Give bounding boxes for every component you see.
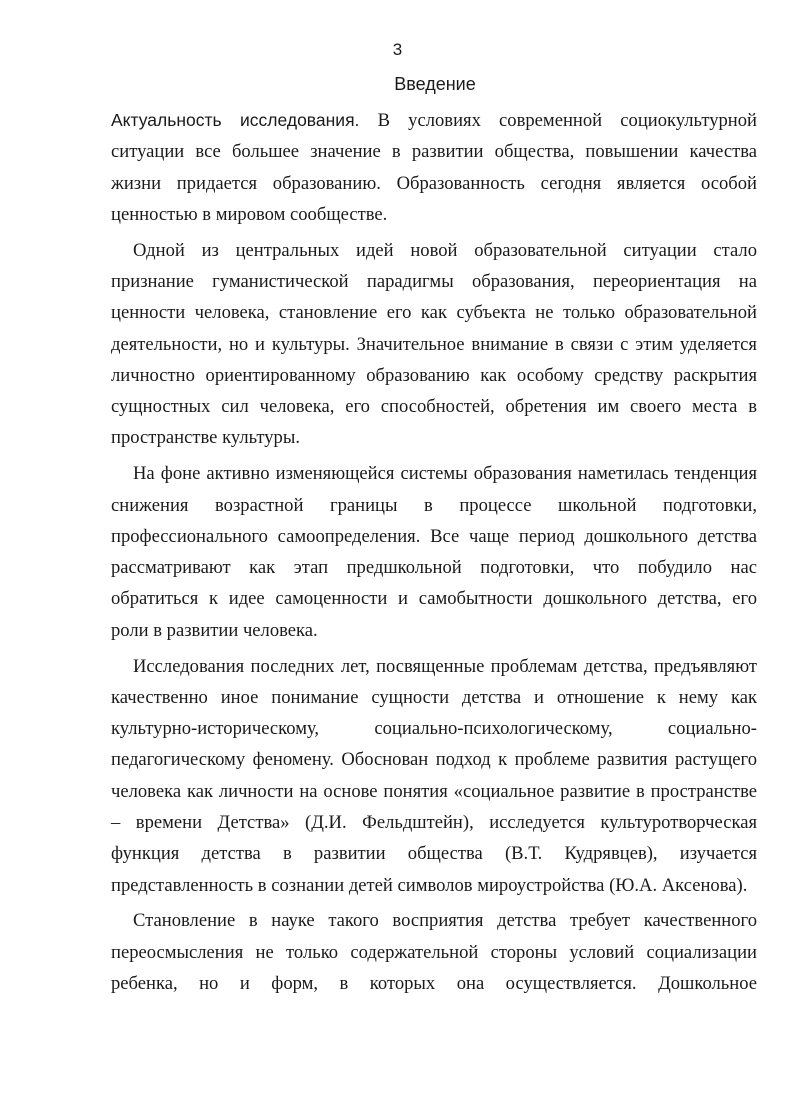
paragraph-line: Одной из центральных идей новой образовательной ситуации стало	[133, 239, 757, 261]
paragraph-line: культурно-историческому, социально-психологическому, социально-	[111, 718, 757, 740]
paragraph-line: снижения возрастной границы в процессе школьной подготовки,	[111, 494, 757, 516]
paragraph-line: переосмысления не только содержательной стороны условий социализации	[111, 941, 757, 963]
paragraph-line: роли в развитии человека.	[111, 619, 318, 641]
paragraph-research	[111, 651, 757, 901]
paragraph-relevance	[111, 105, 757, 230]
paragraph-line: ценности человека, становление его как субъекта не только образовательной	[111, 302, 757, 324]
paragraph-line: профессионального самоопределения. Все чаще период дошкольного детства	[111, 525, 757, 547]
paragraph-line: признание гуманистической парадигмы образования, переориентация на	[111, 270, 757, 292]
paragraph-line: ребенка, но и форм, в которых она осуществляется. Дошкольное	[111, 973, 757, 995]
paragraph-line: ценностью в мировом сообществе.	[111, 203, 388, 225]
document-body	[111, 105, 757, 1004]
paragraph-line: педагогическому феномену. Обоснован подход к проблеме развития растущего	[111, 749, 757, 771]
paragraph-line: – времени Детства» (Д.И. Фельдштейн), исследуется культуротворческая	[111, 812, 757, 834]
paragraph-line: ситуации все большее значение в развитии общества, повышении качества	[111, 141, 757, 163]
paragraph-line: качественно иное понимание сущности детства и отношение к нему как	[111, 686, 757, 708]
page-number: 3	[392, 40, 403, 59]
paragraph-line: пространстве культуры.	[111, 427, 300, 449]
paragraph-line: жизни придается образованию. Образованность сегодня является особой	[111, 172, 757, 194]
section-heading: Введение	[394, 74, 476, 94]
paragraph-line: На фоне активно изменяющейся системы образования наметилась тенденция	[133, 463, 757, 485]
paragraph-line: рассматривают как этап предшкольной подготовки, что побудило нас	[111, 557, 757, 579]
paragraph-line: Актуальность исследования. В условиях современной социокультурной	[111, 110, 758, 131]
paragraph-line: представленность в сознании детей символов мироустройства (Ю.А. Аксенова).	[111, 874, 748, 896]
paragraph-line: человека как личности на основе понятия «социальное развитие в пространстве	[111, 780, 757, 802]
paragraph-line: функция детства в развитии общества (В.Т. Кудрявцев), изучается	[111, 843, 757, 865]
paragraph-humanistic-paradigm	[111, 235, 757, 454]
paragraph-education-system	[111, 458, 757, 646]
paragraph-formation	[111, 905, 757, 999]
paragraph-line: Исследования последних лет, посвященные проблемам детства, предъявляют	[133, 655, 757, 677]
relevance-lead: Актуальность исследования.	[111, 110, 360, 130]
paragraph-line: личностно ориентированному образованию как особому средству раскрытия	[111, 364, 757, 386]
paragraph-line: сущностных сил человека, его способностей, обретения им своего места в	[111, 396, 757, 418]
paragraph-line: Становление в науке такого восприятия детства требует качественного	[133, 910, 757, 932]
paragraph-line: деятельности, но и культуры. Значительное внимание в связи с этим уделяется	[111, 333, 757, 355]
paragraph-line: обратиться к идее самоценности и самобытности дошкольного детства, его	[111, 588, 757, 610]
